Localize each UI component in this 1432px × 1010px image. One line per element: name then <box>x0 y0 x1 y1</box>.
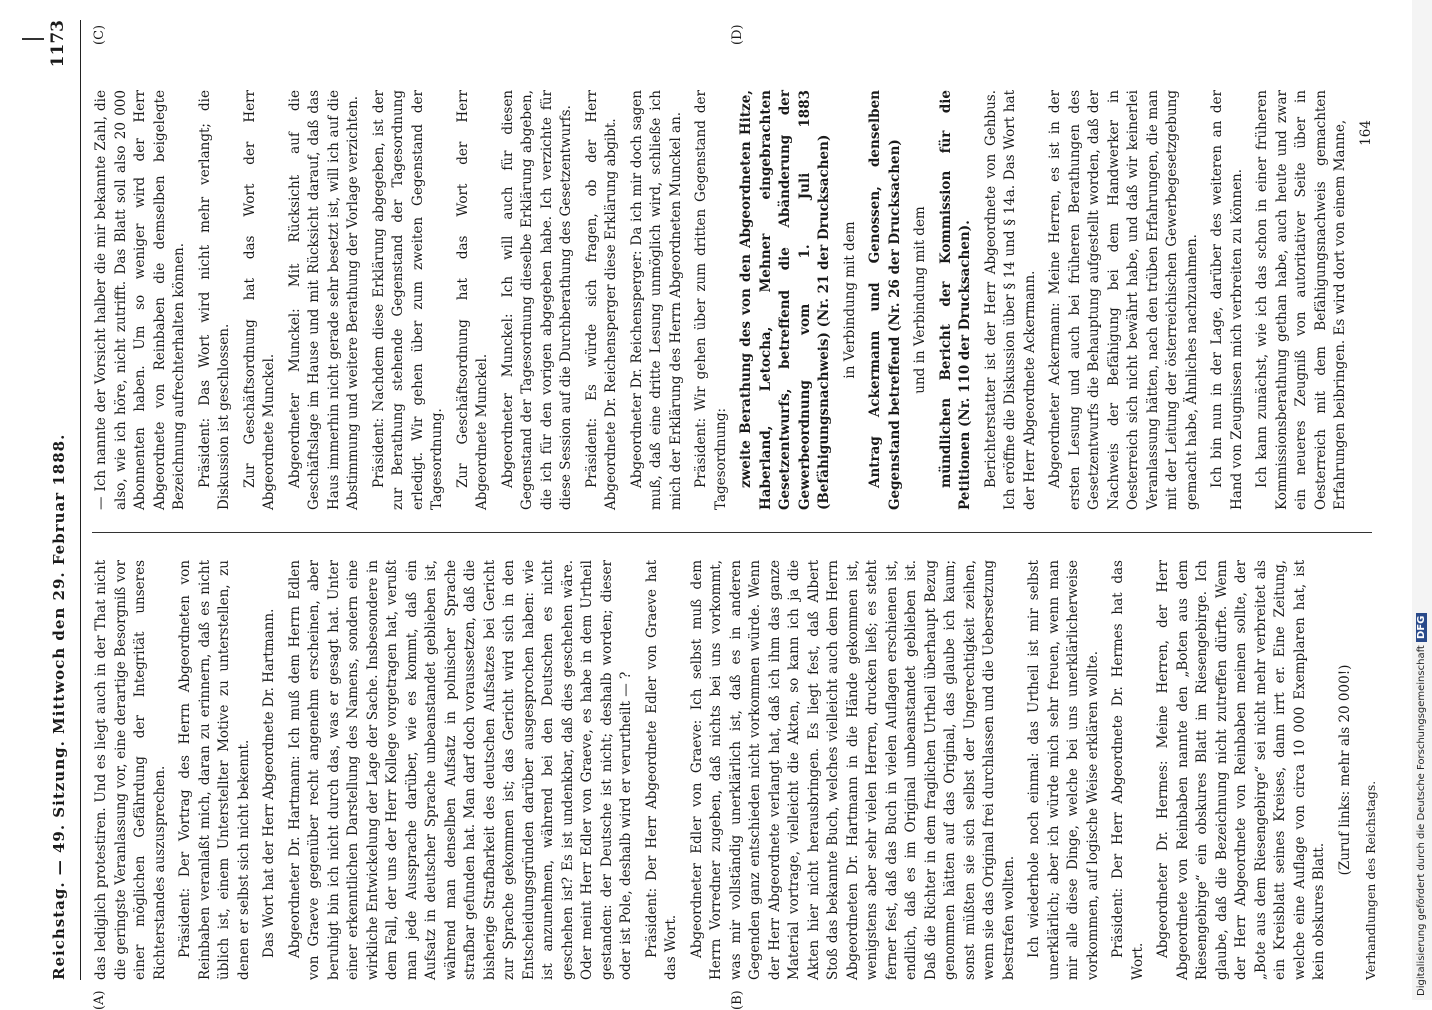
paragraph: Präsident: Das Wort wird nicht mehr verlangt; die Diskussion ist geschlossen. <box>196 90 232 510</box>
margin-mark-a: (A) <box>92 990 107 1010</box>
column-divider <box>92 532 1372 533</box>
paragraph: Präsident: Der Vortrag des Herrn Abgeordneten von Reinbaben veranlaßt mich, daran zu erinnern, daß es nicht üblich ist, einem Unterstellter Motive zu unterstellen, zu denen er selbst sich nicht bekennt. <box>177 560 252 980</box>
page-header <box>40 20 81 980</box>
page-number: 1173 <box>48 20 68 68</box>
margin-mark-d: (D) <box>730 24 745 45</box>
agenda-item: zweite Berathung des von den Abgeordneten Hitze, Haberland, Letocha, Mehner eingebrachten Gesetzentwurfs, betreffend die Abänderung der Gewerbeordnung vom 1. Juli 1883 (Befähigungsnachweis) (Nr. 21 der Drucksachen) <box>738 90 832 510</box>
paragraph: Abgeordneter Dr. Hermes: Meine Herren, der Herr Abgeordnete von Reinbaben nannte den „Boten aus dem Riesengebirge“ ein obskures Blatt im Riesengebirge. Ich glaube, daß die Bezeichnung nicht zutreffen dürfte. Wenn der Herr Abgeordnete von Reinbaben meinen sollte, der „Bote aus dem Riesengebirge“ sei nicht mehr verbreitet als ein Kreisblatt seines Kreises, dann irrt er. Eine Zeitung, welche eine Auflage von circa 10 000 Exemplaren hat, ist kein obskures Blatt. <box>1155 560 1327 980</box>
agenda-connector: in Verbindung mit dem <box>841 221 858 379</box>
sidebar-credit <box>1416 0 1427 996</box>
paragraph: Präsident: Der Herr Abgeordnete Edler von Graeve hat das Wort. <box>643 560 679 980</box>
credit-text: Digitalisierung gefördert durch die Deutsche Forschungsgemeinschaft <box>1416 645 1427 996</box>
dfg-logo: DFG <box>1416 613 1427 642</box>
rotated-page-content <box>40 20 1390 1010</box>
paragraph: Das Wort hat der Herr Abgeordnete Dr. Hartmann. <box>261 608 277 958</box>
paragraph: das lediglich protestiren. Und es liegt auch in der That nicht die geringste Veranlassung vor, eine derartige Besorgniß vor einer möglichen Gefährdung der Integrität unseres Richterstandes auszusprechen. <box>93 560 168 980</box>
paragraph: Abgeordneter Munckel: Ich will auch für diesen Gegenstand der Tagesordnung dieselbe Erklärung abgeben, die ich für den vorigen abgegeben habe. Ich verzichte für diese Session auf die Durchberathung des Gesetzentwurfs. <box>499 90 574 510</box>
paragraph: Abgeordneter Dr. Reichensperger: Da ich mir doch sagen muß, daß eine dritte Lesung unmöglich wird, schließe ich mich der Erklärung des Herrn Abgeordneten Munckel an. <box>628 90 684 510</box>
paragraph: Ich kann zunächst, wie ich das schon in einer früheren Kommissionsberathung gethan habe, auch heute und zwar ein neueres Zeugniß von autoritativer Seite über in Oesterreich mit dem Befähigungsnachweis gemachten Erfahrungen beibringen. Es wird dort von einem Manne, <box>1254 90 1348 510</box>
paragraph: Ich bin nun in der Lage, darüber des weiteren an der Hand von Zeugnissen mich verbreiten zu können. <box>1209 90 1245 510</box>
paragraph: Abgeordneter Edler von Graeve: Ich selbst muß dem Herrn Vorredner zugeben, daß nichts bei uns vorkommt, was mir vollständig unerklärlich ist, daß es in anderen Gegenden ganz entschieden nicht vorkommen würde. Wenn der Herr Abgeordnete verlangt hat, daß ich ihm das ganze Material vortrage, vielleicht die Akten, so kann ich ja die Akten hier nicht herausbringen. Es liegt fest, daß Albert Stoß das bekannte Buch, welches vielleicht auch dem Herrn Abgeordneten Dr. Hartmann in die Hände gekommen ist, wenigstens aber sehr vielen Herren, drucken ließ; es steht ferner fest, daß das Buch in vielen Auflagen erschienen ist, endlich, daß es im Original unbeanstandet geblieben ist. Daß die Richter in dem fraglichen Urtheil überhaupt Bezug genommen hätten auf das Original, das glaube ich kaum; sonst müßten sie sich selbst der Ungerechtigkeit zeihen, wenn sie das Original frei durchlassen und die Uebersetzung bestrafen wollten. <box>688 560 1017 980</box>
paragraph: — Ich nannte der Vorsicht halber die mir bekannte Zahl, die also, wie ich höre, nicht zutrifft. Das Blatt soll also 20 000 Abonnenten haben. Um so weniger wird der Herr Abgeordnete von Reinbaben die demselben beigelegte Bezeichnung aufrechterhalten können. <box>93 90 187 510</box>
paragraph: Präsident: Wir gehen über zum dritten Gegenstand der Tagesordnung: <box>693 90 729 510</box>
agenda-item: mündlichen Bericht der Kommission für die Petitionen (Nr. 110 der Drucksachen). <box>937 90 973 510</box>
paragraph: Präsident: Es würde sich fragen, ob der Herr Abgeordnete Dr. Reichensperger diese Erklärung abgibt. <box>583 90 619 510</box>
agenda-item: Antrag Ackermann und Genossen, denselben Gegenstand betreffend (Nr. 26 der Drucksachen) <box>867 90 903 510</box>
interjection: (Zuruf links: mehr als 20 000!) <box>1336 664 1353 876</box>
paragraph: Präsident: Der Herr Abgeordnete Dr. Hermes hat das Wort. <box>1110 560 1146 980</box>
footer-note: Verhandlungen des Reichstags. <box>1363 780 1378 980</box>
paragraph: Zur Geschäftsordnung hat das Wort der Herr Abgeordnete Munckel. <box>454 90 490 510</box>
margin-mark-c: (C) <box>92 24 107 45</box>
paragraph: Abgeordneter Dr. Hartmann: Ich muß dem Herrn Edlen von Graeve gegenüber recht angenehm erscheinen, aber beruhigt bin ich nicht durch das, was er gesagt hat. Unter einer erkenntlichen Darstellung des Namens, sondern eine wirkliche Entwickelung der Lage der Sache. Insbesondere in dem Fall, der uns der Herr Kollege vorgetragen hat, verußt man jede Aussprache darüber, wie es kommt, daß ein Aufsatz in deutscher Sprache unbeanstandet geblieben ist, während man denselben Aufsatz in polnischer Sprache strafbar gefunden hat. Man darf doch voraussetzen, daß die bisherige Strafbarkeit des deutschen Aufsatzes bei Gericht zur Sprache gekommen ist; das Gericht wird sich in den Entscheidungsgründen darüber ausgesprochen haben: wie ist anzunehmen, während bei den Deutschen es nicht geschehen ist? Es ist undenkbar, daß dies geschehen wäre. Oder meint Herr Edler von Graeve, es habe in dem Urtheil gestanden: der Deutsche ist nicht; deshalb worden; dieser oder ist Pole, deshalb wird er verurtheilt — ? <box>286 560 634 980</box>
paragraph: Präsident: Nachdem diese Erklärung abgegeben, ist der zur Berathung stehende Gegenstand der Tagesordnung erledigt. Wir gehen über zum zweiten Gegenstand der Tagesordnung. <box>370 90 445 510</box>
running-head: Reichstag. — 49. Sitzung. Mittwoch den 29. Februar 1888. <box>50 433 68 980</box>
right-column <box>92 90 1382 510</box>
paragraph: Zur Geschäftsordnung hat das Wort der Herr Abgeordnete Munckel. <box>241 90 277 510</box>
paragraph: Berichterstatter ist der Herr Abgeordnete von Gehbus. Ich eröffne die Diskussion über § 14 und § 14a. Das Wort hat der Herr Abgeordnete Ackermann. <box>982 90 1038 510</box>
paragraph: Ich wiederhole noch einmal: das Urtheil ist mir selbst unerklärlich; aber ich würde mich sehr freuen, wenn man mir alle diese Dinge, welche bei uns unerklärlicherweise vorkommen, auf logische Weise erklären wollte. <box>1026 560 1101 980</box>
digitization-sidebar <box>1412 0 1432 1000</box>
paragraph: Abgeordneter Munckel: Mit Rücksicht auf die Geschäftslage im Hause und mit Rücksicht darauf, daß das Haus immerhin nicht gerade sehr besetzt ist, will ich auf die Abstimmung und weitere Berathung der Vorlage verzichten. <box>286 90 361 510</box>
paragraph: Abgeordneter Ackermann: Meine Herren, es ist in der ersten Lesung und auch bei früheren Berathungen des Gesetzentwurfs die Behauptung aufgestellt worden, daß der Nachweis der Befähigung bei dem Handwerker in Oesterreich sich nicht bewährt habe, und daß wir keinerlei Veranlassung hätten, nach den trüben Erfahrungen, die man mit der Leitung der österreichischen Gewerbegesetzgebung gemacht habe, Ähnliches nachzuahmen. <box>1047 90 1200 510</box>
left-column <box>92 560 1382 980</box>
agenda-connector: und in Verbindung mit dem <box>912 206 928 394</box>
sheet-signature: 164 <box>1357 120 1374 146</box>
margin-mark-b: (B) <box>730 990 745 1010</box>
